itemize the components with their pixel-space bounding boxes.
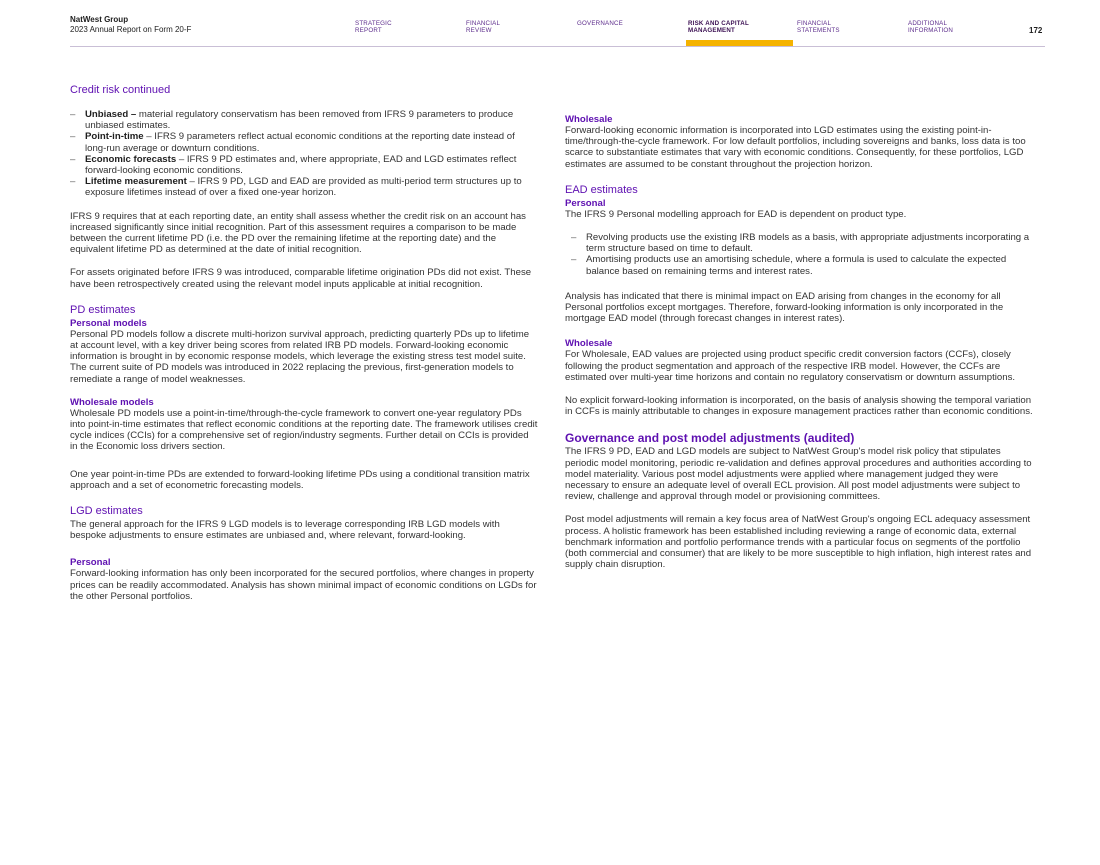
ead-estimates-heading: EAD estimates — [565, 183, 638, 196]
lgd-wholesale-text: Forward-looking economic information is incorporated into LGD estimates using the existing point-in-time/through-the-cycle framework. For low default portfolios, including sovereigns and banks, loss data is too scarce to substantiate estimates that vary with economic conditions. Consequently, for these portfolios, LGD estimates are assumed to be constant throughout the projection horizon. — [565, 125, 1026, 170]
bullet-text: – IFRS 9 PD estimates and, where appropriate, EAD and LGD estimates reflect forward-looking economic conditions. — [85, 153, 517, 177]
bullet-text: material regulatory conservatism has been removed from IFRS 9 parameters to produce unbiased estimates. — [85, 109, 514, 132]
governance-text-2: Post model adjustments will remain a key focus area of NatWest Group's ongoing ECL adequacy assessment process. A holistic framework has been established including reviewing a range of economic data, external benchmark information and portfolio performance trends with a particular focus on segments of the portfolio (both commercial and consumer) that are likely to be more susceptible to high inflation, high interest rates and supply chain disruption. — [565, 514, 1032, 571]
brand-block — [70, 15, 191, 35]
header-divider — [70, 46, 1045, 47]
personal-models-heading: Personal models — [70, 317, 147, 329]
lgd-personal-text: Forward-looking information has only been incorporated for the secured portfolios, where changes in property prices can be readily accommodated. Analysis has shown minimal impact of economic conditions on LGDs for the other Personal portfolios. — [70, 568, 537, 602]
list-item — [70, 109, 538, 131]
ead-wholesale-heading: Wholesale — [565, 338, 613, 350]
right-column — [565, 114, 1035, 578]
page-number: 172 — [1029, 26, 1043, 35]
governance-heading: Governance and post model adjustments (audited) — [565, 431, 855, 446]
bullet-term: Unbiased – — [85, 109, 137, 120]
bullet-term: Economic forecasts — [85, 153, 177, 165]
wholesale-models-text: Wholesale PD models use a point-in-time/through-the-cycle framework to convert one-year regulatory PDs into point-in-time estimates that reflect economic conditions at the reporting date. The framework utilises credit cycle indices (CCIs) for a comprehensive set of region/industry segments. Further detail on CCIs is provided in the Economic loss drivers section. — [70, 407, 538, 453]
nav-financial-review[interactable]: FINANCIAL REVIEW — [466, 20, 501, 34]
bullet-term: Lifetime measurement — [85, 176, 187, 188]
list-item — [70, 131, 538, 153]
bullet-term: Point-in-time — [85, 131, 144, 143]
wholesale-models-text-2: One year point-in-time PDs are extended to forward-looking lifetime PDs using a conditional transition matrix approach and a set of econometric forecasting models. — [70, 468, 530, 491]
wholesale-models-heading: Wholesale models — [70, 396, 154, 408]
pd-estimates-heading: PD estimates — [70, 303, 136, 316]
lgd-estimates-heading: LGD estimates — [70, 505, 143, 518]
report-name: 2023 Annual Report on Form 20-F — [70, 25, 192, 34]
list-item — [70, 176, 538, 198]
list-item: – Amortising products use an amortising schedule, where a formula is used to calculate the expected balance based on remaining terms and interest rates. — [571, 254, 1035, 276]
bullet-text: – IFRS 9 parameters reflect actual economic conditions at the reporting date instead of long-run average or downturn conditions. — [85, 131, 515, 154]
nav-additional-information[interactable]: ADDITIONAL INFORMATION — [908, 20, 954, 34]
bullet-text: – IFRS 9 PD, LGD and EAD are provided as multi-period term structures up to exposure lifetimes instead of over a fixed one-year horizon. — [85, 176, 522, 199]
nav-governance[interactable]: GOVERNANCE — [577, 20, 624, 27]
ead-personal-text: The IFRS 9 Personal modelling approach for EAD is dependent on product type. — [565, 208, 907, 220]
lgd-wholesale-heading: Wholesale — [565, 114, 613, 125]
ead-analysis-text: Analysis has indicated that there is minimal impact on EAD arising from changes in the economy for all Personal portfolios except mortgages. Therefore, forward-looking information is only incorporated in the mortgage EAD model (through forecast changes in interest rates). — [565, 290, 1004, 325]
ead-personal-heading: Personal — [565, 197, 606, 209]
principles-list — [70, 109, 538, 199]
ead-wholesale-text-2: No explicit forward-looking information is incorporated, on the basis of analysis showing the temporal variation in CCFs is mainly attributable to changes in exposure management practices rather than economic conditions. — [565, 395, 1033, 418]
ead-product-list — [565, 232, 1035, 277]
lgd-text: The general approach for the IFRS 9 LGD models is to leverage corresponding IRB LGD models with bespoke adjustments to ensure estimates are unbiased and, where relevant, forward-looking. — [70, 519, 500, 542]
list-item — [70, 154, 538, 176]
section-title: Credit risk continued — [70, 84, 171, 96]
list-item: – Revolving products use the existing IRB models as a basis, with appropriate adjustments incorporating a term structure based on time to default. — [571, 232, 1035, 254]
left-column — [70, 84, 538, 610]
nav-financial-statements[interactable]: FINANCIAL STATEMENTS — [797, 20, 840, 34]
paragraph-sicr: IFRS 9 requires that at each reporting date, an entity shall assess whether the credit risk on an account has increased significantly since initial recognition. Part of this assessment requires a comparison to be made between the current lifetime PD (i.e. the PD over the remaining lifetime at the reporting date) and the equivalent lifetime PD as determined at the date of initial recognition. — [70, 210, 526, 256]
ead-wholesale-text: For Wholesale, EAD values are projected using product specific credit conversion factors (CCFs), closely following the product segmentation and approach of the respective IRB model. However, the CCFs are estimated over multi-year time horizons and contain no regulatory conservatism or downturn assumptions. — [565, 349, 1016, 383]
nav-risk-and-capital-management[interactable]: RISK AND CAPITAL MANAGEMENT — [688, 20, 749, 46]
nav-strategic-report[interactable]: STRATEGIC REPORT — [355, 20, 392, 34]
company-name: NatWest Group — [70, 15, 129, 24]
governance-text: The IFRS 9 PD, EAD and LGD models are subject to NatWest Group's model risk policy that stipulates periodic model monitoring, periodic re-validation and defines approval procedures and authorities according to model materiality. Various post model adjustments were applied where management judged they were necessary to ensure an adequate level of overall ECL provision. All post model adjustments were subject to review, challenge and approval through model or provisioning committees. — [565, 446, 1032, 503]
lgd-personal-heading: Personal — [70, 557, 111, 569]
personal-models-text: Personal PD models follow a discrete multi-horizon survival approach, predicting quarterly PDs up to lifetime at account level, with a key driver being scores from related IRB PD models. Forward-looking economic information is brought in by economic response models, which leverage the existing stress test model suite. The current suite of PD models was introduced in 2022 replacing the previous, first-generation models to remediate a range of model weaknesses. — [70, 328, 530, 385]
page-header — [0, 0, 1100, 47]
paragraph-origination-pd: For assets originated before IFRS 9 was introduced, comparable lifetime origination PDs did not exist. These have been retrospectively created using the relevant model inputs applicable at initial recognition. — [70, 267, 532, 290]
